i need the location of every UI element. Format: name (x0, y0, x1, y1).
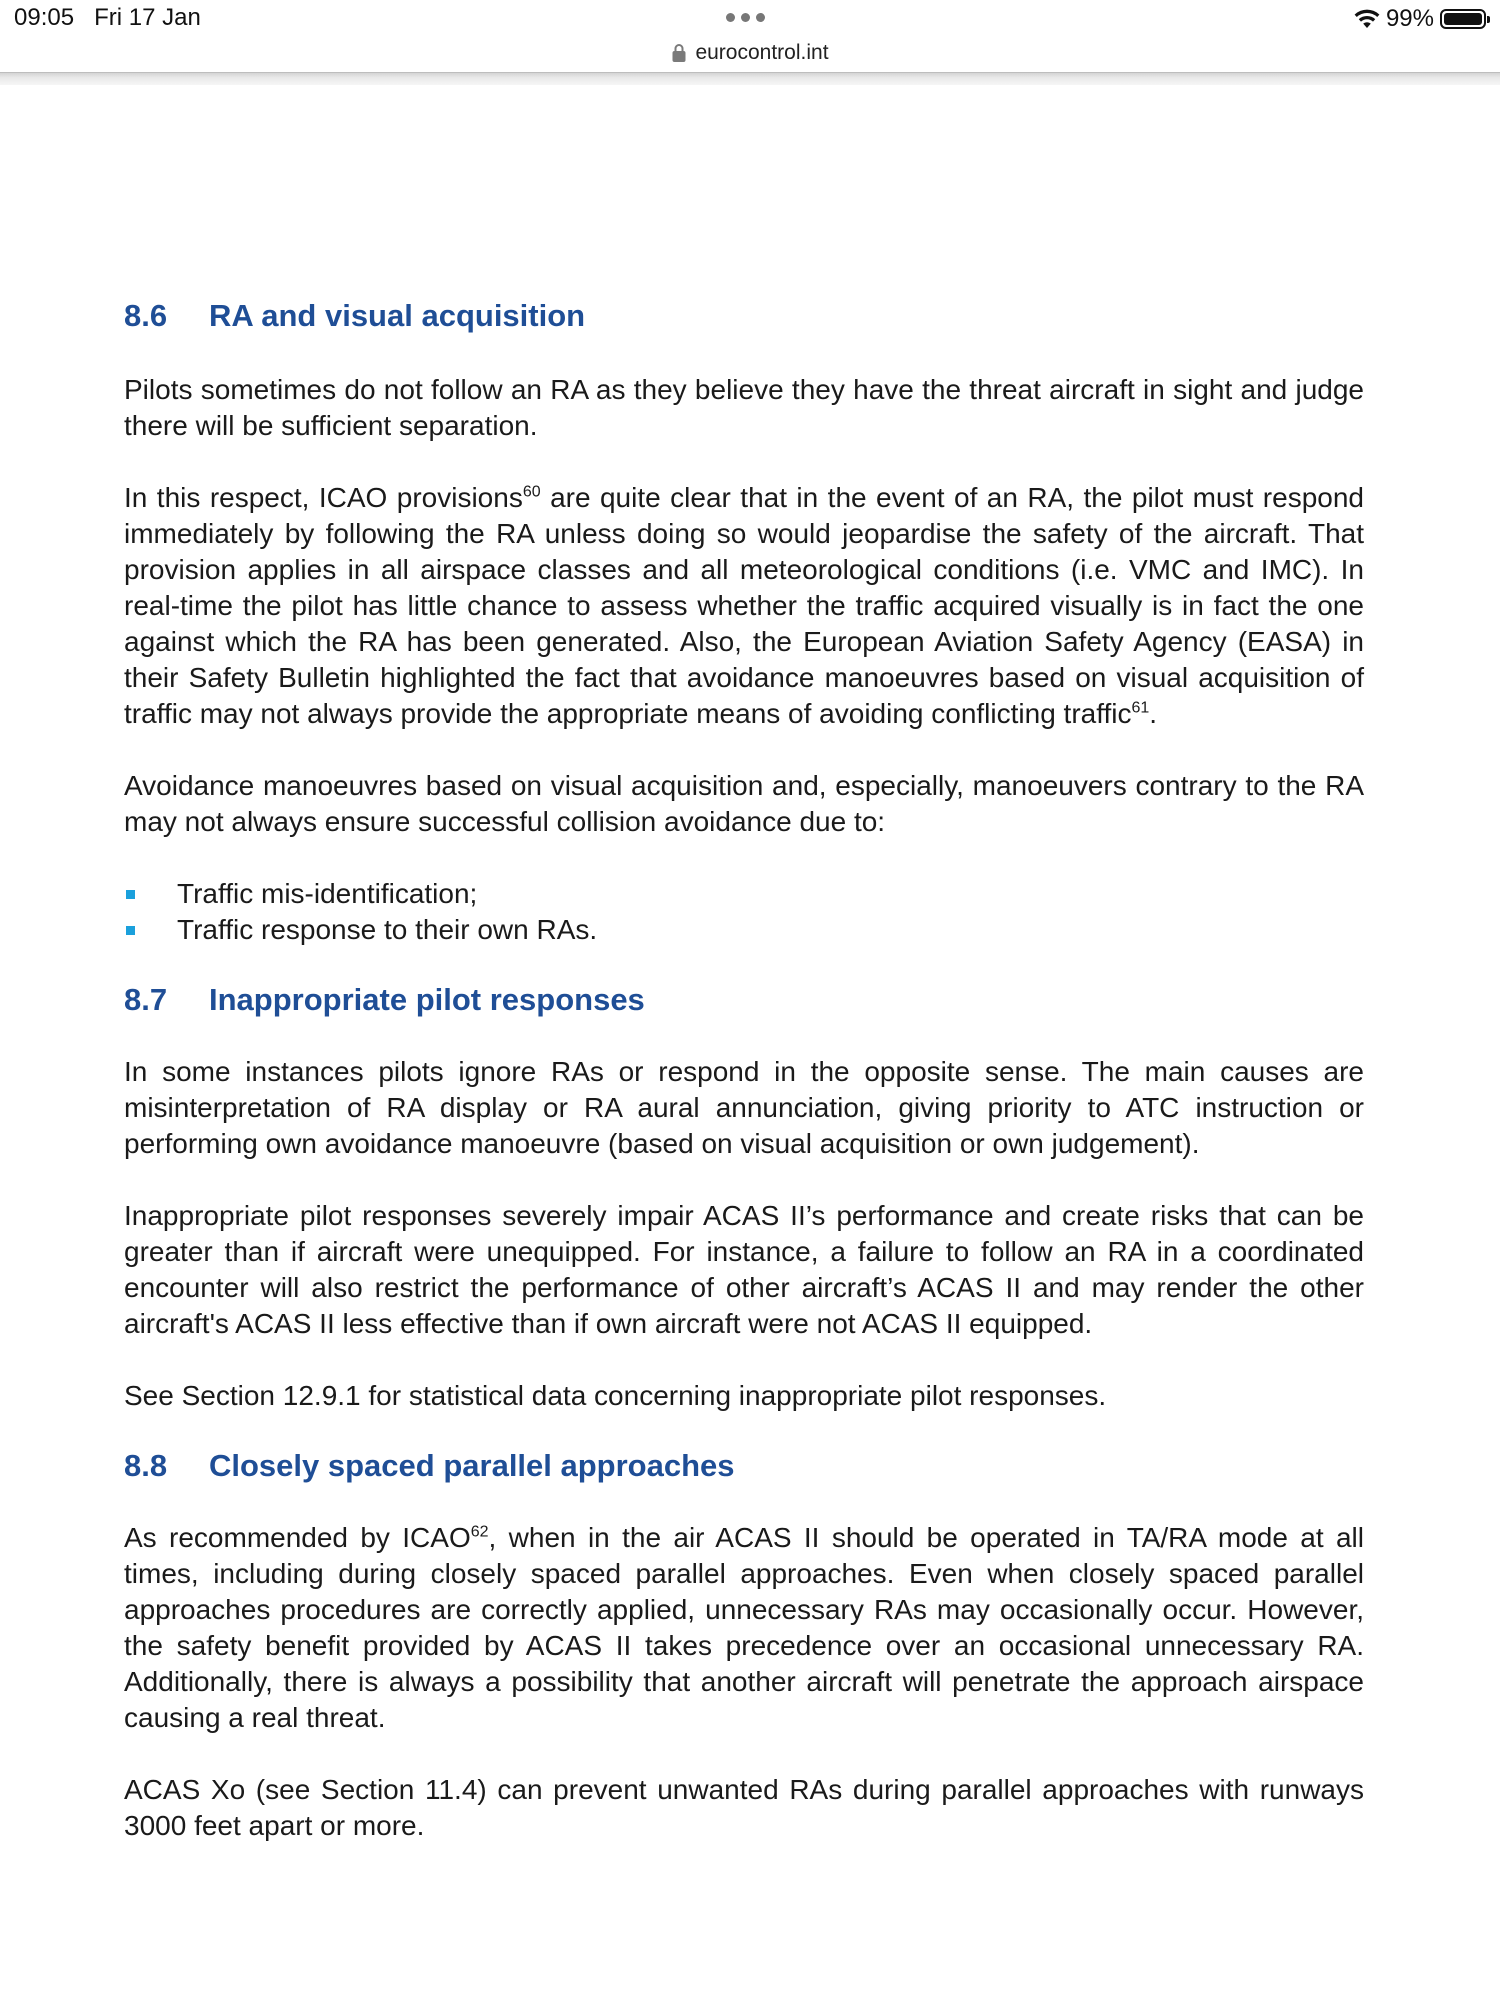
section-title: RA and visual acquisition (209, 298, 586, 333)
paragraph-text: As recommended by ICAO (124, 1522, 471, 1553)
paragraph: ACAS Xo (see Section 11.4) can prevent unwanted RAs during parallel approaches with runways 3000 feet apart or more. (124, 1774, 1364, 1841)
battery-percent: 99% (1385, 5, 1434, 32)
paragraph: In some instances pilots ignore RAs or respond in the opposite sense. The main causes are misinterpretation of RA display or RA aural annunciation, giving priority to ATC instruction or performing own avoidance manoeuvre (based on visual acquisition or own judgement). (124, 1056, 1364, 1159)
more-dots-icon[interactable] (726, 13, 765, 22)
list-item-text: Traffic mis-identification; (177, 878, 478, 909)
clock-time: 09:05 (14, 4, 75, 31)
paragraph: Avoidance manoeuvres based on visual acquisition and, especially, manoeuvers contrary to the RA may not always ensure successful collision avoidance due to: (124, 770, 1364, 837)
paragraph (124, 1520, 1364, 1736)
toolbar-divider (0, 72, 1500, 85)
list-item-text: Traffic response to their own RAs. (177, 914, 598, 945)
clock-date: Fri 17 Jan (94, 4, 201, 31)
paragraph-text: , when in the air ACAS II should be operated in TA/RA mode at all times, including during closely spaced parallel approaches. Even when closely spaced parallel approaches procedures are correctly applied, unnecessary RAs may occasionally occur. However, the safety benefit provided by ACAS II takes precedence over an occasional unnecessary RA. Additionally, there is always a possibility that another aircraft will penetrate the approach airspace causing a real threat. (124, 1522, 1364, 1733)
battery-fill (1444, 13, 1482, 25)
status-time (14, 4, 201, 32)
section-title: Inappropriate pilot responses (209, 982, 645, 1017)
square-bullet-icon (126, 926, 135, 935)
paragraph (124, 480, 1364, 732)
status-indicators (1354, 4, 1486, 34)
paragraph-text: are quite clear that in the event of an RA, the pilot must respond immediately by following the RA unless doing so would jeopardise the safety of the aircraft. That provision applies in all airspace classes and all meteorological conditions (i.e. VMC and IMC). In real-time the pilot has little chance to assess whether the traffic acquired visually is in fact the one against which the RA has been generated. Also, the European Aviation Safety Agency (EASA) in their Safety Bulletin highlighted the fact that avoidance manoeuvres based on visual acquisition of traffic may not always provide the appropriate means of avoiding conflicting traffic (124, 482, 1364, 729)
wifi-icon (1354, 9, 1380, 29)
paragraph: Pilots sometimes do not follow an RA as they believe they have the threat aircraft in sight and judge there will be sufficient separation. (124, 374, 1364, 441)
section-number: 8.8 (124, 1448, 168, 1483)
footnote-ref[interactable]: 62 (470, 1523, 489, 1541)
document-body (124, 296, 1364, 1844)
bullet-list (124, 876, 1364, 948)
section-number: 8.6 (124, 298, 168, 333)
footnote-ref[interactable]: 61 (1131, 699, 1150, 717)
url-text: eurocontrol.int (695, 41, 829, 64)
list-item (124, 912, 1364, 948)
paragraph-text: . (1149, 698, 1158, 729)
paragraph: Inappropriate pilot responses severely impair ACAS II’s performance and create risks that can be greater than if aircraft were unequipped. For instance, a failure to follow an RA in a coordinated encounter will also restrict the performance of other aircraft’s ACAS II and may render the other aircraft's ACAS II less effective than if own aircraft were not ACAS II equipped. (124, 1200, 1364, 1339)
lock-icon (671, 43, 687, 63)
square-bullet-icon (126, 890, 135, 899)
paragraph-text: In this respect, ICAO provisions (124, 482, 523, 513)
battery-icon (1440, 9, 1486, 29)
footnote-ref[interactable]: 60 (522, 483, 541, 501)
section-title: Closely spaced parallel approaches (209, 1448, 735, 1483)
section-number: 8.7 (124, 982, 168, 1017)
paragraph: See Section 12.9.1 for statistical data concerning inappropriate pilot responses. (124, 1380, 1107, 1411)
address-bar[interactable] (0, 38, 1500, 68)
section-heading-8-6 (124, 296, 1364, 336)
section-heading-8-8 (124, 1446, 1364, 1486)
list-item (124, 876, 1364, 912)
section-heading-8-7 (124, 980, 1364, 1020)
